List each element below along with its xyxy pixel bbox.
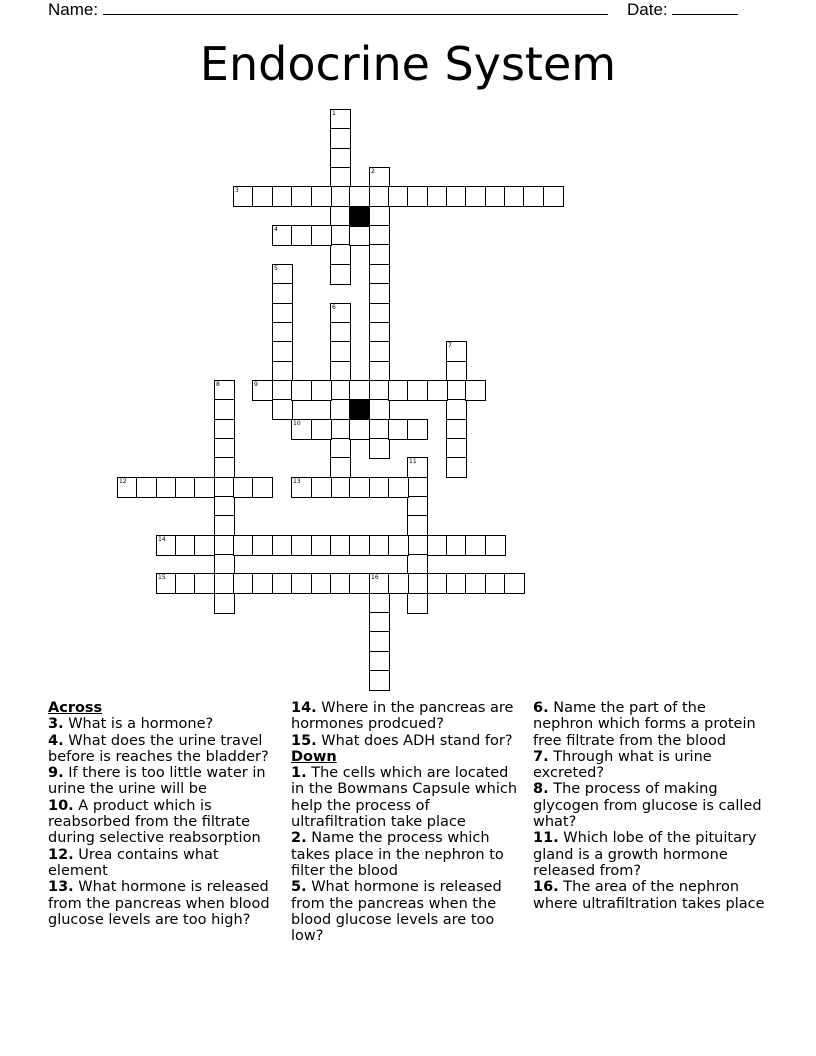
crossword-cell[interactable] xyxy=(252,380,273,401)
crossword-cell[interactable] xyxy=(311,477,332,498)
crossword-cell[interactable] xyxy=(369,631,390,652)
crossword-cell[interactable] xyxy=(291,380,312,401)
crossword-cell[interactable] xyxy=(446,399,467,420)
crossword-cell[interactable] xyxy=(330,167,351,188)
crossword-cell[interactable] xyxy=(465,535,486,556)
clue-number: 16 xyxy=(371,574,379,581)
clue-down-8: 8. The process of making glycogen from glucose is called what? xyxy=(533,781,762,831)
crossword-cell[interactable] xyxy=(407,477,428,498)
crossword-cell[interactable] xyxy=(446,573,467,594)
clue-down-7: 7. Through what is urine excreted? xyxy=(533,748,712,782)
crossword-cell[interactable] xyxy=(272,264,293,285)
crossword-cell[interactable] xyxy=(349,419,370,440)
clue-number: 14 xyxy=(158,536,166,543)
crossword-cell[interactable] xyxy=(349,380,370,401)
crossword-cell[interactable] xyxy=(330,225,351,246)
crossword-cell[interactable] xyxy=(485,535,506,556)
name-label: Name: xyxy=(48,0,99,19)
crossword-cell[interactable] xyxy=(504,573,525,594)
clue-across-13: 13. What hormone is released from the pancreas when blood glucose levels are too high? xyxy=(48,879,270,928)
clue-number: 2 xyxy=(371,168,375,175)
crossword-cell[interactable] xyxy=(291,225,312,246)
clue-number: 10 xyxy=(293,420,301,427)
crossword-cell[interactable] xyxy=(233,477,254,498)
crossword-cell[interactable] xyxy=(465,380,486,401)
crossword-cell[interactable] xyxy=(330,148,351,169)
clue-down-11: 11. Which lobe of the pituitary gland is a growth hormone released from? xyxy=(533,830,757,879)
crossword-cell[interactable] xyxy=(427,186,448,207)
crossword-cell[interactable] xyxy=(369,361,390,382)
clue-number: 1 xyxy=(332,110,336,117)
crossword-cell[interactable] xyxy=(156,573,177,594)
clue-across-9: 9. If there is too little water in urine the urine will be xyxy=(48,765,266,798)
crossword-cell[interactable] xyxy=(252,186,273,207)
crossword-cell[interactable] xyxy=(407,496,428,517)
crossword-cell[interactable] xyxy=(214,380,235,401)
crossword-cell[interactable] xyxy=(369,186,390,207)
crossword-cell[interactable] xyxy=(407,535,428,556)
clue-across-12: 12. Urea contains what element xyxy=(48,846,219,879)
crossword-cell[interactable] xyxy=(427,535,448,556)
crossword-cell[interactable] xyxy=(446,419,467,440)
crossword-cell[interactable] xyxy=(446,380,467,401)
page-title: Endocrine System xyxy=(199,37,617,91)
clue-number: 13 xyxy=(293,478,301,485)
crossword-cell[interactable] xyxy=(330,322,351,343)
crossword-cell[interactable] xyxy=(252,477,273,498)
crossword-cell[interactable] xyxy=(136,477,157,498)
crossword-cell[interactable] xyxy=(523,186,544,207)
clue-down-2: 2. Name the process which takes place in the nephron to filter the blood xyxy=(291,830,504,879)
crossword-cell[interactable] xyxy=(369,670,390,691)
crossword-cell[interactable] xyxy=(349,225,370,246)
crossword-cell[interactable] xyxy=(388,380,409,401)
crossword-cell[interactable] xyxy=(330,438,351,459)
crossword-cell[interactable] xyxy=(272,186,293,207)
crossword-cell[interactable] xyxy=(446,341,467,362)
clue-number: 8 xyxy=(216,381,220,388)
crossword-cell[interactable] xyxy=(369,651,390,672)
clue-number: 4 xyxy=(274,226,278,233)
crossword-cell[interactable] xyxy=(233,535,254,556)
crossword-cell[interactable] xyxy=(407,554,428,575)
across-heading: Across xyxy=(48,700,103,716)
crossword-cell[interactable] xyxy=(291,419,312,440)
crossword-cell[interactable] xyxy=(369,322,390,343)
crossword-cell[interactable] xyxy=(330,303,351,324)
crossword-cell[interactable] xyxy=(214,593,235,614)
down-heading: Down xyxy=(291,748,337,765)
crossword-cell[interactable] xyxy=(369,225,390,246)
black-square xyxy=(349,399,370,420)
crossword-cell[interactable] xyxy=(369,399,390,420)
clue-across-14: 14. Where in the pancreas are hormones prodcued? xyxy=(291,700,514,733)
crossword-cell[interactable] xyxy=(349,186,370,207)
clue-number: 11 xyxy=(409,458,417,465)
crossword-cell[interactable] xyxy=(446,438,467,459)
clue-down-5: 5. What hormone is released from the pancreas when the blood glucose levels are too low? xyxy=(291,879,502,945)
crossword-cell[interactable] xyxy=(330,361,351,382)
crossword-cell[interactable] xyxy=(175,535,196,556)
crossword-cell[interactable] xyxy=(369,303,390,324)
crossword-cell[interactable] xyxy=(407,593,428,614)
crossword-cell[interactable] xyxy=(311,573,332,594)
crossword-cell[interactable] xyxy=(291,573,312,594)
clue-number: 5 xyxy=(274,265,278,272)
crossword-cell[interactable] xyxy=(407,419,428,440)
crossword-cell[interactable] xyxy=(369,283,390,304)
crossword-cell[interactable] xyxy=(330,264,351,285)
black-square xyxy=(349,206,370,227)
clue-across-10: 10. A product which is reabsorbed from the filtrate during selective reabsorption xyxy=(48,797,261,847)
crossword-cell[interactable] xyxy=(369,244,390,265)
crossword-cell[interactable] xyxy=(214,457,235,478)
crossword-cell[interactable] xyxy=(349,535,370,556)
crossword-cell[interactable] xyxy=(407,457,428,478)
clue-down-1: 1. The cells which are located in the Bowmans Capsule which help the process of ultrafiltration take place xyxy=(291,765,518,831)
crossword-cell[interactable] xyxy=(330,380,351,401)
crossword-cell[interactable] xyxy=(214,419,235,440)
clue-down-6: 6. Name the part of the nephron which forms a protein free filtrate from the blood xyxy=(533,700,756,749)
crossword-cell[interactable] xyxy=(369,477,390,498)
crossword-cell[interactable] xyxy=(330,457,351,478)
clues-column-1 xyxy=(48,700,276,928)
crossword-cell[interactable] xyxy=(272,322,293,343)
crossword-cell[interactable] xyxy=(252,535,273,556)
crossword-cell[interactable] xyxy=(330,244,351,265)
clue-number: 12 xyxy=(119,478,127,485)
crossword-cell[interactable] xyxy=(369,612,390,633)
crossword-cell[interactable] xyxy=(349,477,370,498)
crossword-cell[interactable] xyxy=(214,515,235,536)
crossword-cell[interactable] xyxy=(407,380,428,401)
clues-column-2 xyxy=(291,700,523,944)
crossword-cell[interactable] xyxy=(388,535,409,556)
crossword-cell[interactable] xyxy=(369,167,390,188)
crossword-cell[interactable] xyxy=(214,573,235,594)
crossword-cell[interactable] xyxy=(485,573,506,594)
crossword-cell[interactable] xyxy=(465,573,486,594)
crossword-cell[interactable] xyxy=(407,186,428,207)
crossword-cell[interactable] xyxy=(369,573,390,594)
date-label: Date: xyxy=(627,0,668,19)
crossword-cell[interactable] xyxy=(369,341,390,362)
crossword-cell[interactable] xyxy=(407,573,428,594)
crossword-cell[interactable] xyxy=(330,419,351,440)
crossword-cell[interactable] xyxy=(330,109,351,130)
crossword-cell[interactable] xyxy=(446,535,467,556)
crossword-cell[interactable] xyxy=(369,206,390,227)
crossword-cell[interactable] xyxy=(272,341,293,362)
crossword-cell[interactable] xyxy=(407,515,428,536)
crossword-cell[interactable] xyxy=(388,186,409,207)
crossword-cell[interactable] xyxy=(214,477,235,498)
crossword-cell[interactable] xyxy=(369,593,390,614)
crossword-cell[interactable] xyxy=(252,573,273,594)
crossword-cell[interactable] xyxy=(388,477,409,498)
crossword-cell[interactable] xyxy=(504,186,525,207)
crossword-cell[interactable] xyxy=(311,225,332,246)
crossword-cell[interactable] xyxy=(465,186,486,207)
crossword-cell[interactable] xyxy=(175,477,196,498)
clue-across-3: 3. What is a hormone? xyxy=(48,716,214,733)
crossword-cell[interactable] xyxy=(330,206,351,227)
crossword-cell[interactable] xyxy=(330,186,351,207)
crossword-cell[interactable] xyxy=(446,186,467,207)
crossword-cell[interactable] xyxy=(233,573,254,594)
clue-number: 9 xyxy=(254,381,258,388)
crossword-cell[interactable] xyxy=(330,128,351,149)
crossword-cell[interactable] xyxy=(272,225,293,246)
crossword-cell[interactable] xyxy=(272,535,293,556)
crossword-cell[interactable] xyxy=(330,399,351,420)
crossword-cell[interactable] xyxy=(543,186,564,207)
crossword-cell[interactable] xyxy=(291,477,312,498)
crossword-cell[interactable] xyxy=(427,380,448,401)
clue-number: 6 xyxy=(332,304,336,311)
crossword-cell[interactable] xyxy=(233,186,254,207)
crossword-cell[interactable] xyxy=(311,186,332,207)
crossword-cell[interactable] xyxy=(272,380,293,401)
crossword-cell[interactable] xyxy=(369,438,390,459)
crossword-cell[interactable] xyxy=(214,438,235,459)
crossword-cell[interactable] xyxy=(214,399,235,420)
crossword-cell[interactable] xyxy=(291,186,312,207)
clue-number: 7 xyxy=(448,342,452,349)
crossword-cell[interactable] xyxy=(214,554,235,575)
crossword-cell[interactable] xyxy=(272,399,293,420)
crossword-cell[interactable] xyxy=(330,341,351,362)
crossword-cell[interactable] xyxy=(369,264,390,285)
crossword-cell[interactable] xyxy=(117,477,138,498)
clue-across-4: 4. What does the urine travel before is reaches the bladder? xyxy=(48,732,269,765)
clue-down-16: 16. The area of the nephron where ultrafiltration takes place xyxy=(533,879,765,912)
crossword-cell[interactable] xyxy=(388,419,409,440)
crossword-cell[interactable] xyxy=(214,496,235,517)
clue-number: 3 xyxy=(235,187,239,194)
crossword-cell[interactable] xyxy=(388,573,409,594)
crossword-cell[interactable] xyxy=(291,535,312,556)
crossword-cell[interactable] xyxy=(330,477,351,498)
crossword-cell[interactable] xyxy=(214,535,235,556)
crossword-cell[interactable] xyxy=(349,573,370,594)
crossword-cell[interactable] xyxy=(330,573,351,594)
clue-number: 15 xyxy=(158,574,166,581)
crossword-cell[interactable] xyxy=(485,186,506,207)
crossword-cell[interactable] xyxy=(272,361,293,382)
crossword-cell[interactable] xyxy=(311,380,332,401)
clue-across-15: 15. What does ADH stand for? xyxy=(291,732,513,749)
crossword-cell[interactable] xyxy=(427,573,448,594)
crossword-cell[interactable] xyxy=(369,380,390,401)
crossword-cell[interactable] xyxy=(311,535,332,556)
crossword-cell[interactable] xyxy=(194,573,215,594)
crossword-cell[interactable] xyxy=(330,535,351,556)
crossword-cell[interactable] xyxy=(156,535,177,556)
clues-column-3 xyxy=(533,700,769,912)
crossword-cell[interactable] xyxy=(446,361,467,382)
crossword-cell[interactable] xyxy=(272,283,293,304)
crossword-cell[interactable] xyxy=(369,535,390,556)
crossword-cell[interactable] xyxy=(175,573,196,594)
crossword-cell[interactable] xyxy=(156,477,177,498)
crossword-cell[interactable] xyxy=(272,303,293,324)
crossword-cell[interactable] xyxy=(311,419,332,440)
crossword-cell[interactable] xyxy=(194,535,215,556)
crossword-cell[interactable] xyxy=(446,457,467,478)
crossword-cell[interactable] xyxy=(194,477,215,498)
crossword-cell[interactable] xyxy=(272,573,293,594)
crossword-cell[interactable] xyxy=(369,419,390,440)
